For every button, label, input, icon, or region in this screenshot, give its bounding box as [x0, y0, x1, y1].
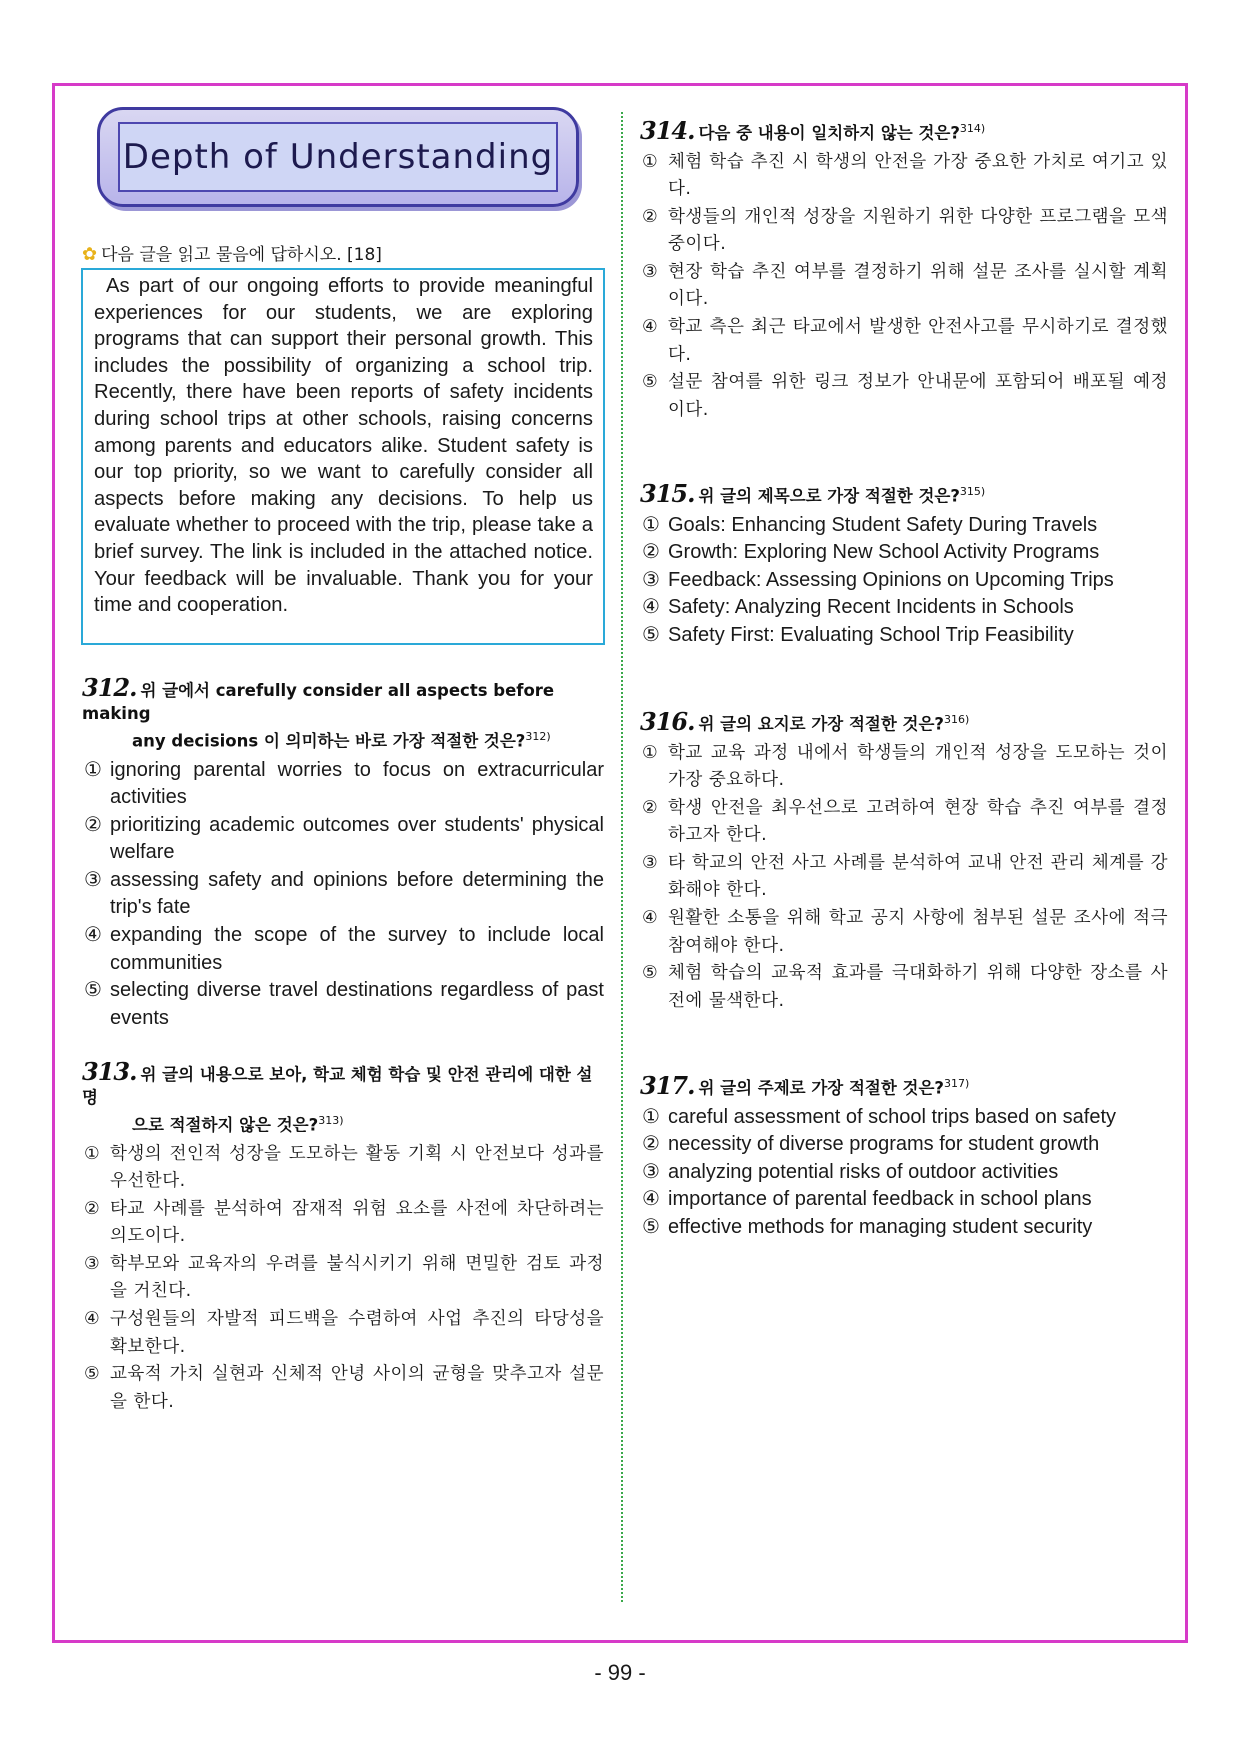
option-5[interactable]: ⑤ effective methods for managing student security: [642, 1215, 1093, 1238]
question-stem-cont: any decisions 이 의미하는 바로 가장 적절한 것은?: [132, 731, 526, 751]
question-312-header: [82, 673, 604, 753]
question-313: [82, 1057, 604, 1416]
option-4[interactable]: ④ importance of parental feedback in school plans: [642, 1188, 1092, 1211]
question-315: [640, 480, 1168, 649]
option-list: [82, 1141, 604, 1417]
option-text: 학교 교육 과정 내에서 학생들의 개인적 성장을 도모하는 것이 가장 중요하다.: [668, 742, 1168, 791]
option-text: 체험 학습 추진 시 학생의 안전을 가장 중요한 가치로 여기고 있다.: [668, 151, 1168, 200]
option-3[interactable]: ③ 타 학교의 안전 사고 사례를 분석하여 교내 안전 관리 체계를 강화해야 한다.: [642, 852, 1168, 901]
option-1[interactable]: ① Goals: Enhancing Student Safety During Travels: [642, 513, 1098, 536]
option-text: 학생 안전을 최우선으로 고려하여 현장 학습 추진 여부를 결정하고자 한다.: [668, 797, 1168, 846]
option-3[interactable]: ③ assessing safety and opinions before determining the trip's fate: [84, 868, 604, 919]
option-text: 구성원들의 자발적 피드백을 수렴하여 사업 추진의 타당성을 확보한다.: [110, 1309, 604, 1357]
option-1[interactable]: ① ignoring parental worries to focus on extracurricular activities: [84, 758, 604, 809]
instruction: [82, 240, 382, 265]
option-3[interactable]: ③ 현장 학습 추진 여부를 결정하기 위해 설문 조사를 실시할 계획이다.: [642, 261, 1168, 310]
option-3[interactable]: ③ Feedback: Assessing Opinions on Upcoming Trips: [642, 568, 1114, 591]
option-text: 현장 학습 추진 여부를 결정하기 위해 설문 조사를 실시할 계획이다.: [668, 261, 1168, 310]
option-list: [82, 757, 604, 1033]
option-list: [640, 740, 1168, 1016]
question-315-header: [640, 480, 1168, 508]
option-text: Safety First: Evaluating School Trip Feasibility: [668, 623, 1074, 646]
option-text: 체험 학습의 교육적 효과를 극대화하기 위해 다양한 장소를 사전에 물색한다.: [668, 963, 1168, 1011]
option-list: [640, 149, 1168, 425]
option-2[interactable]: ② Growth: Exploring New School Activity Programs: [642, 541, 1100, 564]
footnote-ref: 316): [943, 713, 970, 726]
question-313-header: [82, 1057, 604, 1137]
question-number: 315.: [640, 478, 695, 508]
column-divider: [621, 112, 623, 1602]
question-number: 316.: [640, 706, 695, 736]
option-text: Goals: Enhancing Student Safety During Travels: [668, 513, 1098, 536]
question-number: 313.: [82, 1057, 137, 1086]
question-number: 312.: [82, 673, 137, 702]
footnote-ref: 315): [959, 485, 986, 498]
question-312: [82, 673, 604, 1032]
question-number: 314.: [640, 115, 695, 145]
option-text: 원활한 소통을 위해 학교 공지 사항에 첨부된 설문 조사에 적극 참여해야 한다.: [668, 908, 1168, 956]
option-text: 학생의 전인적 성장을 도모하는 활동 기획 시 안전보다 성과를 우선한다.: [110, 1143, 604, 1192]
option-2[interactable]: ② prioritizing academic outcomes over students' physical welfare: [84, 813, 604, 864]
option-4[interactable]: ④ 원활한 소통을 위해 학교 공지 사항에 첨부된 설문 조사에 적극 참여해야 한다.: [642, 908, 1168, 956]
question-317-header: [640, 1072, 1168, 1100]
question-stem: 위 글의 요지로 가장 적절한 것은?: [698, 714, 944, 734]
option-text: Safety: Analyzing Recent Incidents in Schools: [668, 596, 1074, 619]
option-text: 타 학교의 안전 사고 사례를 분석하여 교내 안전 관리 체계를 강화해야 한다.: [668, 852, 1168, 901]
option-3[interactable]: ③ analyzing potential risks of outdoor activities: [642, 1160, 1059, 1183]
option-text: assessing safety and opinions before determining the trip's fate: [110, 868, 604, 919]
option-2[interactable]: ② 타교 사례를 분석하여 잠재적 위험 요소를 사전에 차단하려는 의도이다.: [84, 1198, 604, 1247]
option-1[interactable]: ① 학생의 전인적 성장을 도모하는 활동 기획 시 안전보다 성과를 우선한다.: [84, 1143, 604, 1192]
option-text: careful assessment of school trips based on safety: [668, 1105, 1117, 1128]
option-list: [640, 1104, 1168, 1242]
option-text: 학생들의 개인적 성장을 지원하기 위한 다양한 프로그램을 모색 중이다.: [668, 206, 1168, 255]
option-4[interactable]: ④ Safety: Analyzing Recent Incidents in Schools: [642, 596, 1074, 619]
option-3[interactable]: ③ 학부모와 교육자의 우려를 불식시키기 위해 면밀한 검토 과정을 거친다.: [84, 1253, 604, 1302]
option-text: 학교 측은 최근 타교에서 발생한 안전사고를 무시하기로 결정했다.: [668, 317, 1168, 365]
question-stem: 위 글의 내용으로 보아, 학교 체험 학습 및 안전 관리에 대한 설명: [82, 1065, 593, 1107]
option-text: 교육적 가치 실현과 신체적 안녕 사이의 균형을 맞추고자 설문을 한다.: [110, 1364, 604, 1412]
option-text: selecting diverse travel destinations regardless of past events: [110, 979, 604, 1029]
question-stem: 다음 중 내용이 일치하지 않는 것은?: [698, 123, 960, 143]
option-text: analyzing potential risks of outdoor activities: [668, 1160, 1059, 1183]
option-text: expanding the scope of the survey to include local communities: [110, 924, 604, 974]
option-text: Growth: Exploring New School Activity Programs: [668, 541, 1100, 564]
question-stem: 위 글에서 carefully consider all aspects before making: [82, 681, 555, 723]
question-number: 317.: [640, 1070, 695, 1100]
section-banner-inner: [118, 122, 558, 192]
passage-text: As part of our ongoing efforts to provide meaningful experiences for our students, we are exploring programs that can support their personal growth. This includes the possibility of organizing a school trip. Recently, there have been reports of safety incidents during school trips at other schools, raising concerns among parents and educators alike. Student safety is our top priority, so we want to carefully consider all aspects before making any decisions. To help us evaluate whether to proceed with the trip, please take a brief survey. The link is included in the attached notice. Your feedback will be invaluable. Thank you for your time and cooperation.: [94, 275, 593, 617]
page-number: - 99 -: [594, 1660, 646, 1685]
option-text: 타교 사례를 분석하여 잠재적 위험 요소를 사전에 차단하려는 의도이다.: [110, 1198, 604, 1247]
section-title: Depth of Understanding: [122, 137, 554, 177]
option-5[interactable]: ⑤ Safety First: Evaluating School Trip Feasibility: [642, 623, 1074, 646]
option-1[interactable]: ① careful assessment of school trips based on safety: [642, 1105, 1117, 1128]
option-5[interactable]: ⑤ 체험 학습의 교육적 효과를 극대화하기 위해 다양한 장소를 사전에 물색한다.: [642, 963, 1168, 1011]
option-text: Feedback: Assessing Opinions on Upcoming Trips: [668, 568, 1114, 591]
question-314: [640, 117, 1168, 424]
flower-icon: ✿: [82, 244, 98, 265]
option-4[interactable]: ④ 학교 측은 최근 타교에서 발생한 안전사고를 무시하기로 결정했다.: [642, 317, 1168, 365]
question-314-header: [640, 117, 1168, 145]
option-4[interactable]: ④ expanding the scope of the survey to include local communities: [84, 924, 604, 974]
option-2[interactable]: ② 학생 안전을 최우선으로 고려하여 현장 학습 추진 여부를 결정하고자 한다.: [642, 797, 1168, 846]
option-text: importance of parental feedback in school plans: [668, 1188, 1092, 1211]
option-2[interactable]: ② necessity of diverse programs for student growth: [642, 1133, 1100, 1156]
question-stem: 위 글의 제목으로 가장 적절한 것은?: [698, 486, 960, 506]
question-stem-cont: 으로 적절하지 않은 것은?: [132, 1115, 319, 1135]
footnote-ref: 313): [318, 1114, 344, 1127]
option-text: necessity of diverse programs for student growth: [668, 1133, 1100, 1156]
question-317: [640, 1072, 1168, 1241]
option-text: 설문 참여를 위한 링크 정보가 안내문에 포함되어 배포될 예정이다.: [668, 372, 1168, 420]
question-316: [640, 708, 1168, 1015]
option-5[interactable]: ⑤ 설문 참여를 위한 링크 정보가 안내문에 포함되어 배포될 예정이다.: [642, 372, 1168, 420]
option-5[interactable]: ⑤ selecting diverse travel destinations regardless of past events: [84, 979, 604, 1029]
option-1[interactable]: ① 체험 학습 추진 시 학생의 안전을 가장 중요한 가치로 여기고 있다.: [642, 151, 1168, 200]
section-banner: [97, 107, 579, 207]
option-text: 학부모와 교육자의 우려를 불식시키기 위해 면밀한 검토 과정을 거친다.: [110, 1253, 604, 1302]
question-316-header: [640, 708, 1168, 736]
option-text: prioritizing academic outcomes over students' physical welfare: [110, 813, 604, 864]
footnote-ref: 314): [959, 122, 986, 135]
question-stem: 위 글의 주제로 가장 적절한 것은?: [698, 1078, 944, 1098]
reading-passage: [81, 268, 605, 645]
option-5[interactable]: ⑤ 교육적 가치 실현과 신체적 안녕 사이의 균형을 맞추고자 설문을 한다.: [84, 1364, 604, 1412]
option-text: ignoring parental worries to focus on extracurricular activities: [110, 758, 604, 809]
option-text: effective methods for managing student security: [668, 1215, 1093, 1238]
option-2[interactable]: ② 학생들의 개인적 성장을 지원하기 위한 다양한 프로그램을 모색 중이다.: [642, 206, 1168, 255]
footnote-ref: 312): [525, 730, 551, 743]
option-list: [640, 512, 1168, 650]
option-4[interactable]: ④ 구성원들의 자발적 피드백을 수렴하여 사업 추진의 타당성을 확보한다.: [84, 1309, 604, 1357]
footnote-ref: 317): [943, 1077, 970, 1090]
option-1[interactable]: ① 학교 교육 과정 내에서 학생들의 개인적 성장을 도모하는 것이 가장 중요하다.: [642, 742, 1168, 791]
instruction-text: 다음 글을 읽고 물음에 답하시오. [18]: [101, 245, 382, 265]
